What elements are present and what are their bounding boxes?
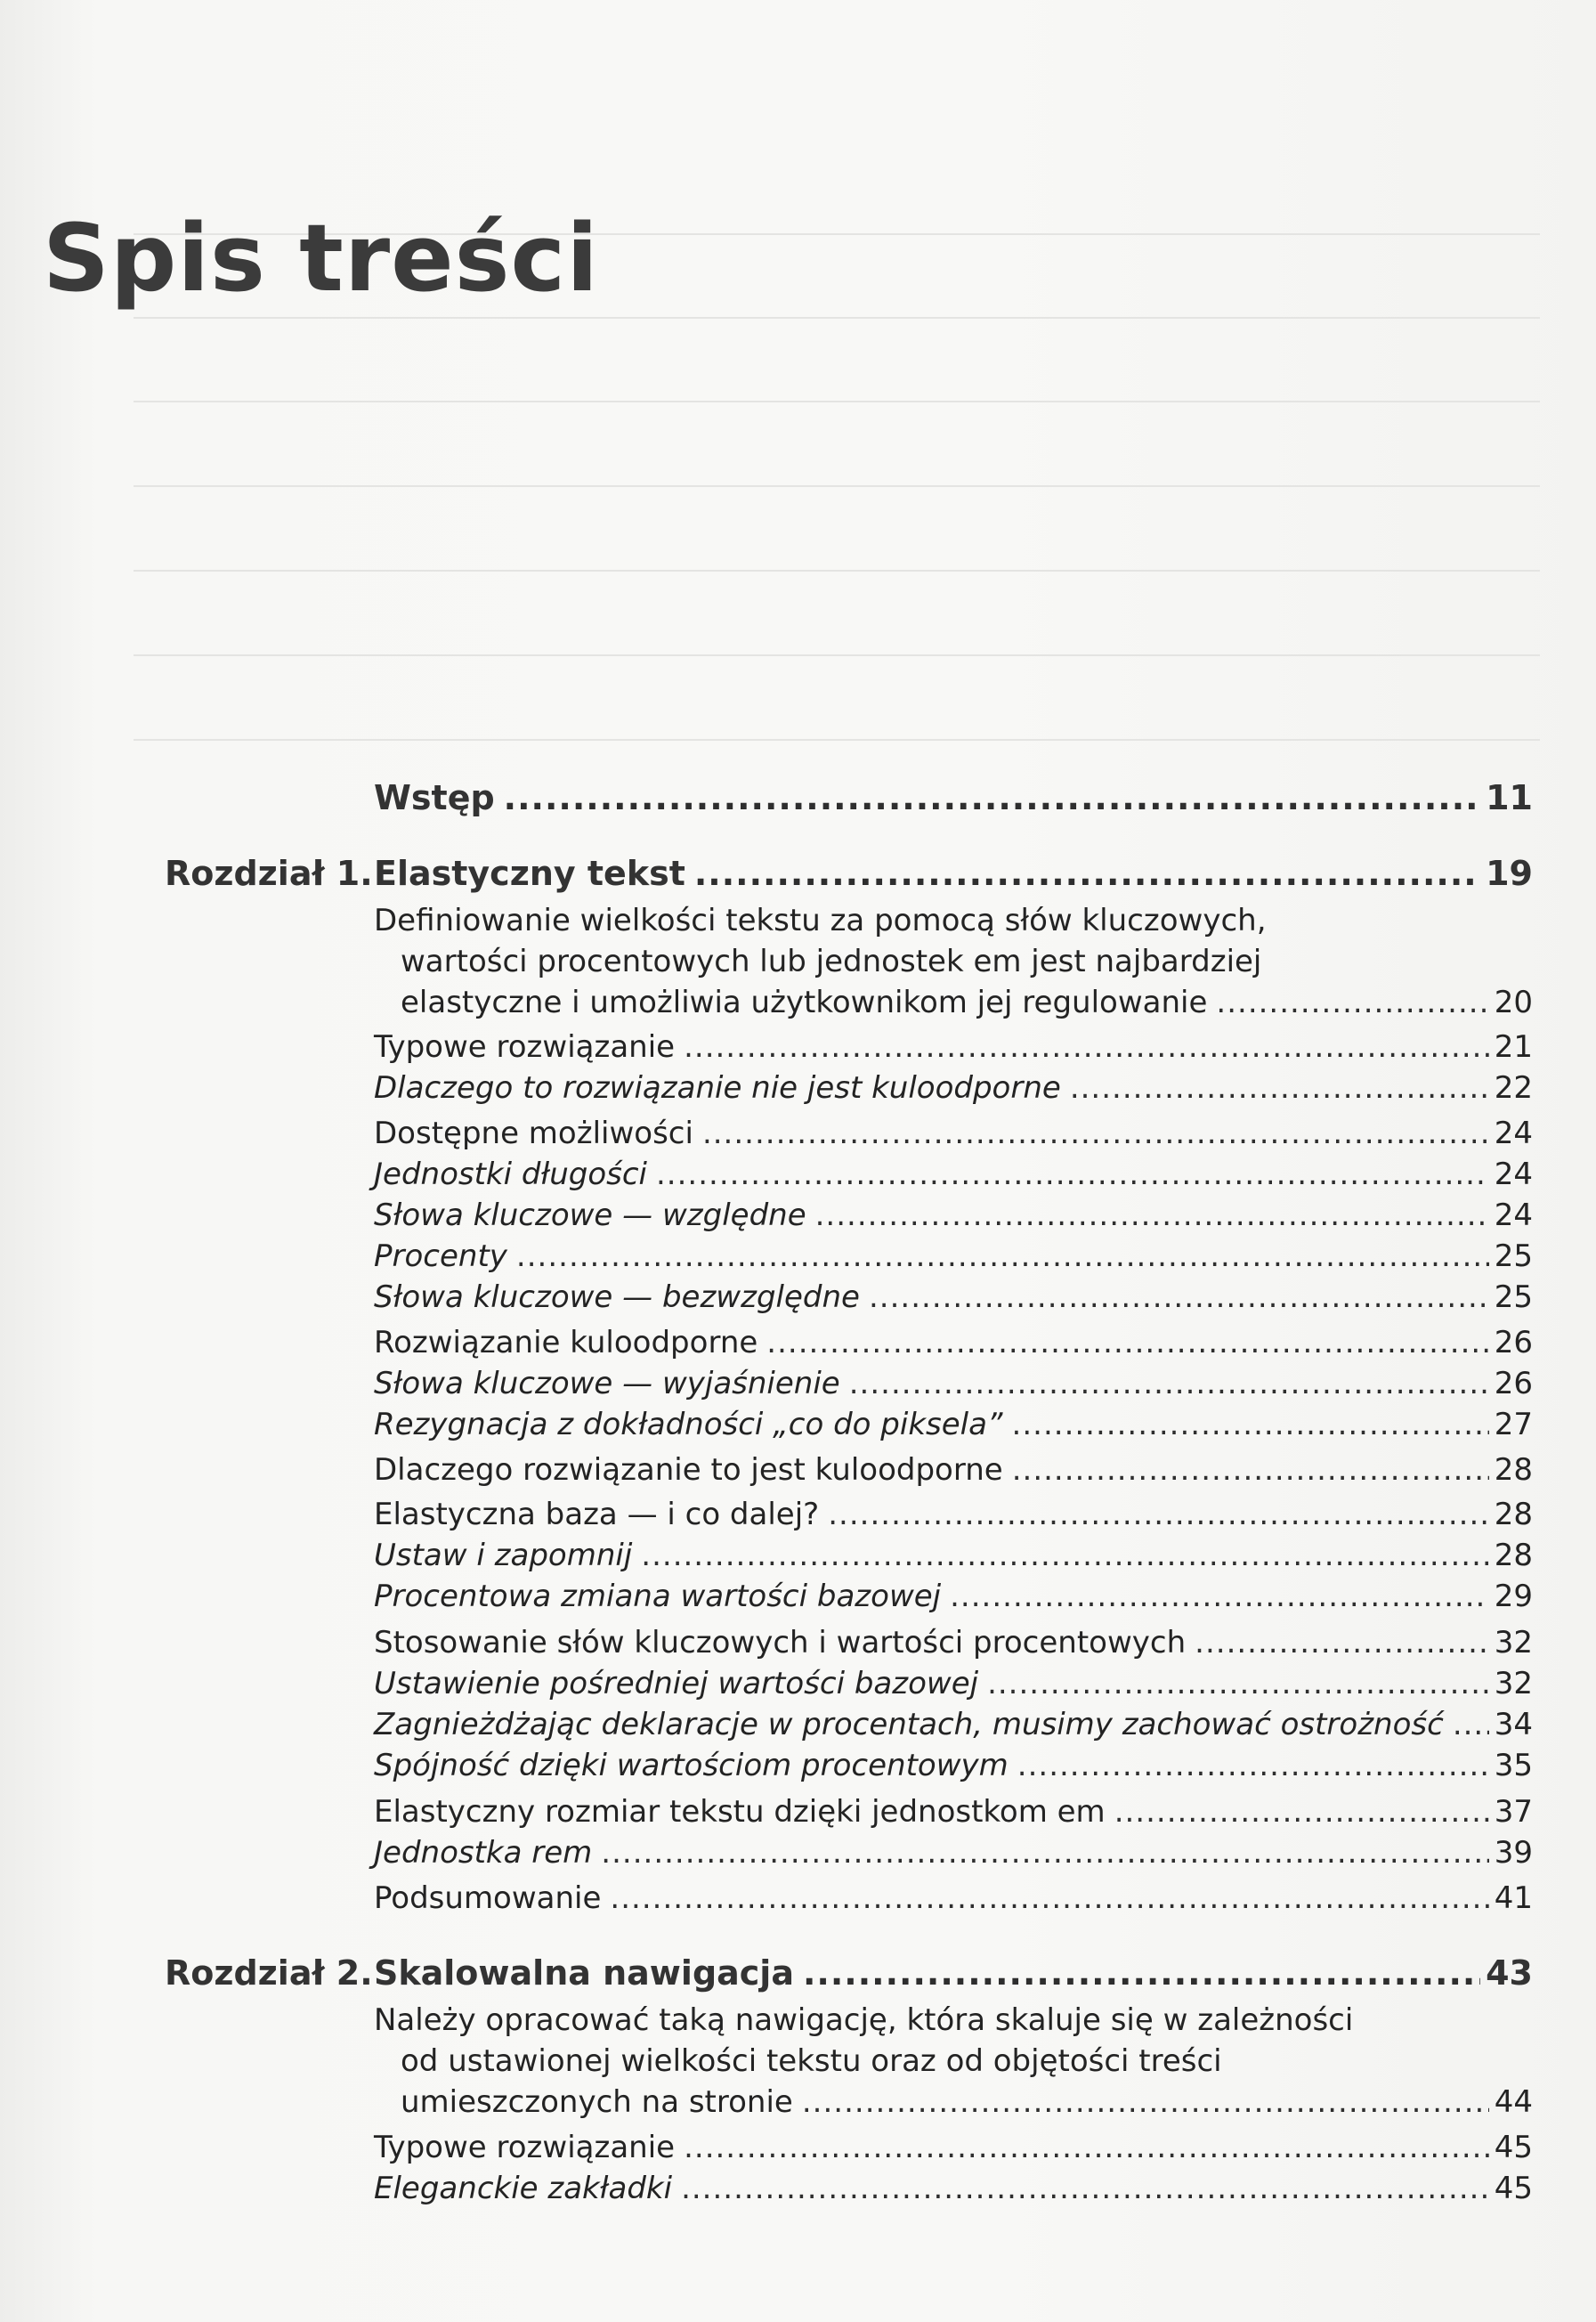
toc-entry[interactable] [374, 1195, 1533, 1236]
toc-intro[interactable] [374, 777, 1533, 818]
leader-dots [684, 2127, 1489, 2168]
toc-chapter-1-lead[interactable] [401, 982, 1533, 1023]
toc-entry-page: 22 [1494, 1070, 1533, 1106]
chapter-1-title: Elastyczny tekst [374, 854, 685, 893]
toc-entry-page: 21 [1494, 1029, 1533, 1065]
toc-entry-label: Słowa kluczowe — względne [374, 1198, 806, 1233]
leader-dots [1114, 1791, 1489, 1832]
toc-entry-page: 34 [1494, 1707, 1533, 1742]
leader-dots [641, 1535, 1488, 1576]
leader-dots [601, 1832, 1488, 1873]
toc-entry-page: 28 [1494, 1497, 1533, 1532]
toc-entry-label: Słowa kluczowe — bezwzględne [374, 1279, 860, 1315]
toc-entry[interactable] [374, 1277, 1533, 1318]
leader-dots [656, 1154, 1489, 1195]
chapter-1-number: Rozdział 1. [165, 854, 373, 893]
leader-dots [1195, 1622, 1489, 1663]
toc-entry[interactable] [374, 1154, 1533, 1195]
leader-dots [950, 1576, 1489, 1617]
bleed-line [134, 654, 1540, 656]
toc-entry[interactable] [374, 1832, 1533, 1873]
toc-entry-label: Typowe rozwiązanie [374, 2130, 676, 2165]
bleed-line [134, 739, 1540, 741]
toc-entry[interactable] [374, 1576, 1533, 1617]
toc-entry-label: Jednostka rem [374, 1835, 593, 1871]
toc-entry-label: Spójność dzięki wartościom procentowym [374, 1748, 1009, 1783]
toc-entry-label: Eleganckie zakładki [374, 2171, 673, 2206]
toc-entry-page: 28 [1494, 1452, 1533, 1488]
toc-entry-page: 25 [1494, 1238, 1533, 1274]
leader-dots [504, 777, 1480, 818]
toc-entry-label: Ustawienie pośredniej wartości bazowej [374, 1666, 979, 1701]
bleed-line [134, 401, 1540, 402]
leader-dots [869, 1277, 1489, 1318]
chapter-1-lead-page: 20 [1494, 985, 1533, 1020]
bleed-line [134, 317, 1540, 319]
toc-chapter-1[interactable] [374, 853, 1533, 894]
toc-entry-label: Ustaw i zapomnij [374, 1538, 633, 1573]
toc-entry-label: Zagnieżdżając deklaracje w procentach, musimy zachować ostrożność [374, 1707, 1444, 1742]
toc-entry[interactable] [374, 1363, 1533, 1404]
leader-dots [1017, 1745, 1489, 1786]
toc-entry[interactable] [374, 1878, 1533, 1919]
toc-entry-page: 25 [1494, 1279, 1533, 1315]
leader-dots [766, 1322, 1488, 1363]
chapter-2-lead-page: 44 [1494, 2084, 1533, 2120]
bleed-line [134, 570, 1540, 572]
chapter-2-title: Skalowalna nawigacja [374, 1953, 794, 1993]
toc-entry[interactable] [374, 1745, 1533, 1786]
toc-entry[interactable] [374, 1113, 1533, 1154]
toc-entry[interactable] [374, 1663, 1533, 1704]
leader-dots [1012, 1404, 1489, 1445]
toc-entry-page: 29 [1494, 1579, 1533, 1614]
toc-entry-label: Jednostki długości [374, 1157, 647, 1192]
toc-entry-label: Dostępne możliwości [374, 1116, 693, 1151]
leader-dots [849, 1363, 1489, 1404]
toc-entry-page: 45 [1494, 2130, 1533, 2165]
toc-entry-page: 45 [1494, 2171, 1533, 2206]
toc-entry-page: 26 [1494, 1366, 1533, 1401]
toc-entry[interactable] [374, 1404, 1533, 1445]
leader-dots [1216, 982, 1488, 1023]
toc-entry-page: 28 [1494, 1538, 1533, 1573]
chapter-2-lead-line-1: Należy opracować taką nawigację, która skaluje się w zależności [374, 2002, 1354, 2038]
leader-dots [684, 1027, 1489, 1068]
toc-entry-label: Procentowa zmiana wartości bazowej [374, 1579, 942, 1614]
toc-intro-page: 11 [1486, 778, 1533, 817]
leader-dots [815, 1195, 1489, 1236]
chapter-1-lead-line-1: Definiowanie wielkości tekstu za pomocą słów kluczowych, [374, 903, 1267, 938]
leader-dots [610, 1878, 1488, 1919]
toc-chapter-2[interactable] [374, 1953, 1533, 1993]
toc-entry-page: 35 [1494, 1748, 1533, 1783]
leader-dots [702, 1113, 1489, 1154]
toc-entry-label: Elastyczny rozmiar tekstu dzięki jednostkom em [374, 1794, 1106, 1830]
toc-entry[interactable] [374, 1704, 1533, 1745]
toc-entry[interactable] [374, 2168, 1533, 2209]
page-title: Spis treści [43, 204, 599, 313]
leader-dots [802, 2082, 1489, 2123]
toc-entry-page: 39 [1494, 1835, 1533, 1871]
leader-dots [1012, 1449, 1489, 1490]
chapter-2-number: Rozdział 2. [165, 1953, 373, 1993]
bleed-line [134, 485, 1540, 487]
toc-entry-label: Dlaczego rozwiązanie to jest kuloodporne [374, 1452, 1003, 1488]
leader-dots [828, 1494, 1489, 1535]
leader-dots [1453, 1704, 1489, 1745]
toc-entry[interactable] [374, 1791, 1533, 1832]
toc-entry-label: Stosowanie słów kluczowych i wartości procentowych [374, 1625, 1187, 1660]
toc-entry[interactable] [374, 1535, 1533, 1576]
chapter-1-page: 19 [1486, 854, 1533, 893]
leader-dots [803, 1953, 1480, 1993]
toc-entry-label: Dlaczego to rozwiązanie nie jest kuloodporne [374, 1070, 1061, 1106]
toc-entry-page: 26 [1494, 1325, 1533, 1360]
toc-entry[interactable] [374, 1027, 1533, 1068]
chapter-2-page: 43 [1486, 1953, 1533, 1993]
toc-entry-page: 24 [1494, 1116, 1533, 1151]
chapter-2-lead-line-3: umieszczonych na stronie [401, 2084, 793, 2120]
toc-chapter-2-lead[interactable] [401, 2082, 1533, 2123]
toc-entry[interactable] [374, 1449, 1533, 1490]
chapter-1-lead-line-3: elastyczne i umożliwia użytkownikom jej regulowanie [401, 985, 1208, 1020]
toc-entry-page: 24 [1494, 1198, 1533, 1233]
toc-entry-label: Procenty [374, 1238, 507, 1274]
leader-dots [987, 1663, 1489, 1704]
toc-entry-label: Elastyczna baza — i co dalej? [374, 1497, 820, 1532]
toc-entry-page: 32 [1494, 1666, 1533, 1701]
toc-entry-label: Podsumowanie [374, 1880, 602, 1916]
leader-dots [516, 1236, 1489, 1277]
toc-entry-label: Rezygnacja z dokładności „co do piksela” [374, 1407, 1003, 1442]
toc-entry-page: 27 [1494, 1407, 1533, 1442]
toc-entry-label: Typowe rozwiązanie [374, 1029, 676, 1065]
toc-entry[interactable] [374, 1622, 1533, 1663]
toc-entry[interactable] [374, 1322, 1533, 1363]
toc-entry-page: 41 [1494, 1880, 1533, 1916]
toc-entry[interactable] [374, 1068, 1533, 1108]
leader-dots [694, 853, 1480, 894]
chapter-2-lead-line-2: od ustawionej wielkości tekstu oraz od objętości treści [401, 2043, 1222, 2079]
toc-entry-label: Rozwiązanie kuloodporne [374, 1325, 758, 1360]
toc-entry[interactable] [374, 2127, 1533, 2168]
toc-entry-page: 37 [1494, 1794, 1533, 1830]
leader-dots [681, 2168, 1489, 2209]
toc-entry-page: 24 [1494, 1157, 1533, 1192]
toc-intro-label: Wstęp [374, 778, 495, 817]
toc-entry[interactable] [374, 1494, 1533, 1535]
toc-entry-label: Słowa kluczowe — wyjaśnienie [374, 1366, 840, 1401]
toc-entry[interactable] [374, 1236, 1533, 1277]
chapter-1-lead-line-2: wartości procentowych lub jednostek em jest najbardziej [401, 944, 1262, 979]
leader-dots [1070, 1068, 1489, 1108]
toc-entry-page: 32 [1494, 1625, 1533, 1660]
